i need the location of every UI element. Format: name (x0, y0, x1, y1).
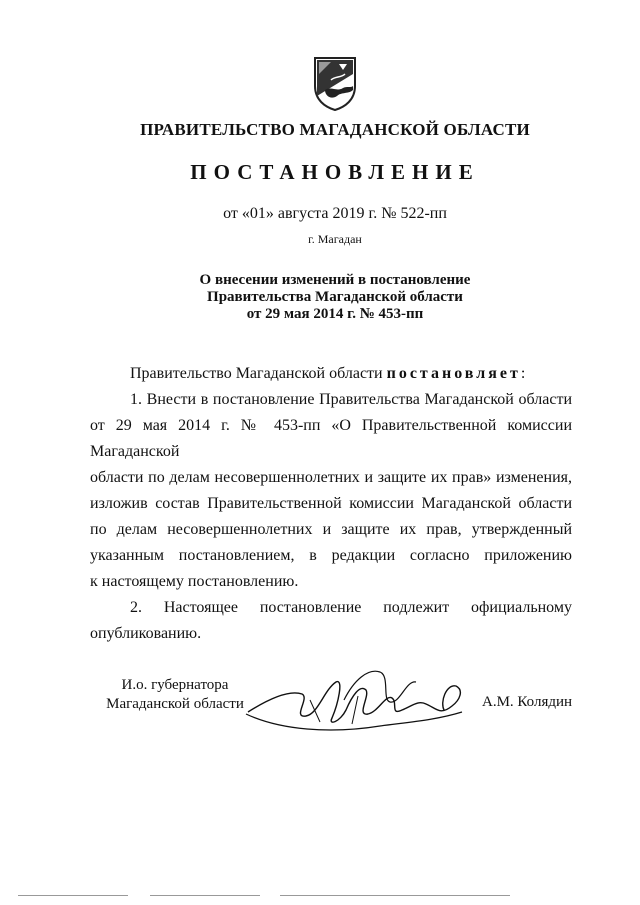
signer-name: А.М. Колядин (482, 694, 573, 710)
subject-line: О внесении изменений в постановление (199, 272, 471, 288)
document-city: г. Магадан (308, 232, 362, 246)
subject-line: от 29 мая 2014 г. № 453-пп (246, 306, 424, 322)
page-edge-line (280, 895, 510, 896)
paragraph-line: опубликованию. (90, 625, 202, 642)
paragraph-line: указанным постановлением, в редакции согласно приложению (90, 547, 572, 564)
page-edge-line (18, 895, 128, 896)
intro-action: постановляет (386, 365, 521, 382)
signer-position (90, 676, 260, 714)
signer-position-line: Магаданской области (106, 696, 244, 712)
paragraph-2 (90, 595, 572, 647)
intro-text: Правительство Магаданской области (130, 365, 387, 382)
organization-name: ПРАВИТЕЛЬСТВО МАГАДАНСКОЙ ОБЛАСТИ (140, 120, 530, 139)
paragraph-line: от 29 мая 2014 г. № 453-пп «О Правительственной комиссии Магаданской (90, 417, 572, 460)
signer-position-line: И.о. губернатора (121, 677, 229, 693)
page-edge-line (150, 895, 260, 896)
subject-line: Правительства Магаданской области (207, 289, 463, 305)
document-type: ПОСТАНОВЛЕНИЕ (190, 160, 480, 184)
document-date-number: от «01» августа 2019 г. № 522-пп (223, 205, 447, 222)
paragraph-line: изложив состав Правительственной комиссии Магаданской области (90, 495, 572, 512)
paragraph-1 (90, 387, 572, 595)
document-subject (0, 272, 640, 323)
paragraph-line: области по делам несовершеннолетних и защите их прав» изменения, (90, 469, 572, 486)
paragraph-line: по делам несовершеннолетних и защите их прав, утвержденный (90, 521, 572, 538)
handwritten-signature (240, 660, 470, 740)
intro-paragraph (90, 361, 572, 387)
paragraph-line: к настоящему постановлению. (90, 573, 299, 590)
document-body (90, 361, 572, 647)
coat-of-arms-icon (311, 56, 359, 112)
intro-colon: : (520, 365, 526, 382)
paragraph-line: 1. Внести в постановление Правительства Магаданской области (130, 391, 572, 408)
paragraph-line: 2. Настоящее постановление подлежит официальному (130, 599, 572, 616)
